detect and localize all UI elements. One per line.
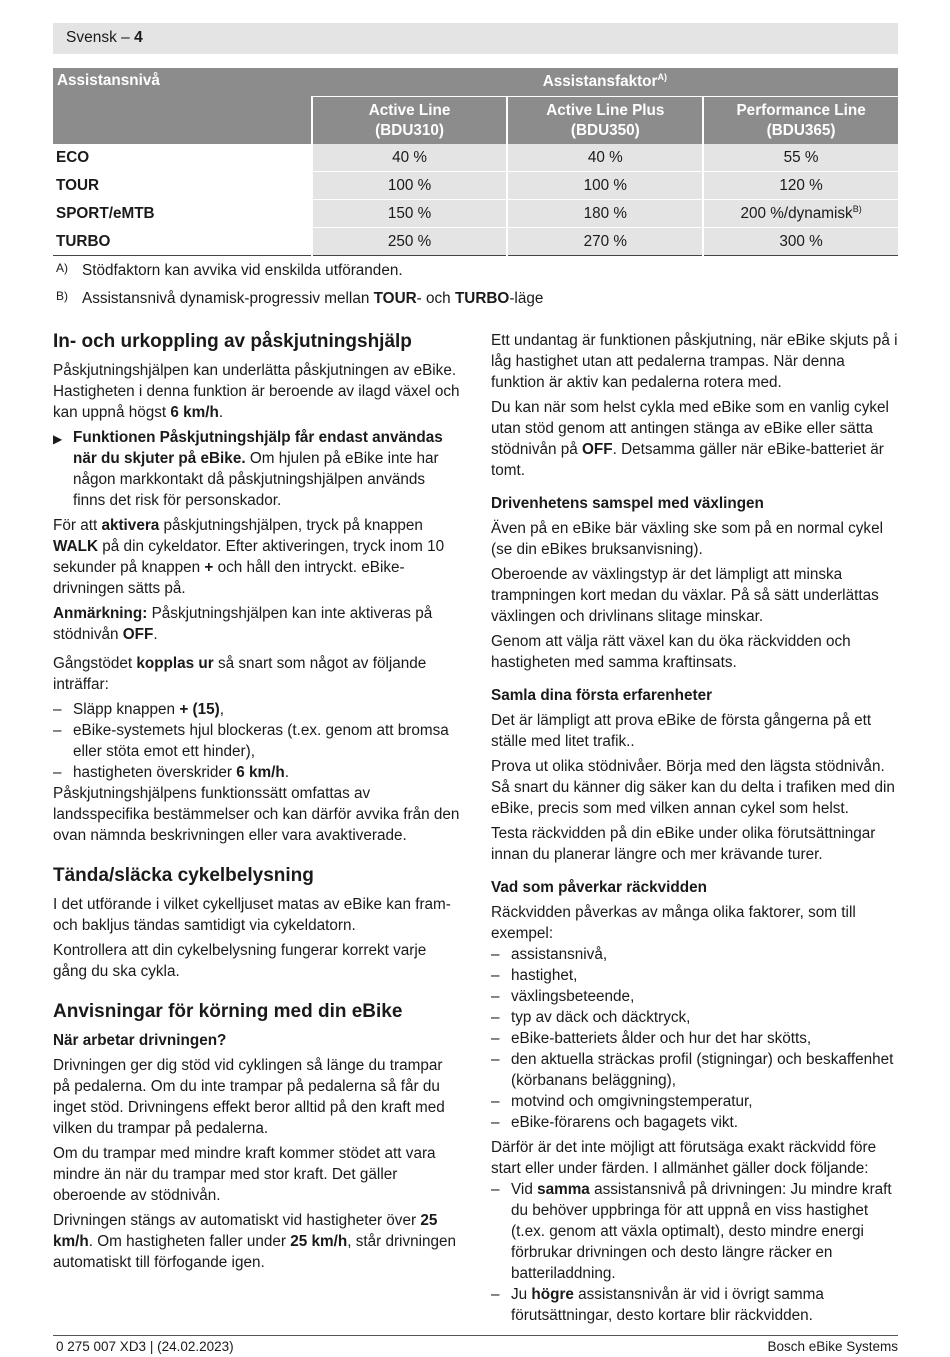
cell-footnote-sup: B) [852,203,862,214]
dash-bullet: – [491,1114,500,1131]
line-name: Active Line [368,101,451,119]
cell-value: 100 % [312,172,508,200]
row-level: ECO [53,144,312,172]
right-column [491,330,899,1326]
dash-bullet: – [491,1009,500,1026]
list-item: – hastighet, [491,967,578,984]
footnote-text: -läge [509,290,544,307]
footnote-a [56,261,403,280]
cell-text: 120 % [779,176,823,194]
paragraph: Kontrollera att din cykelbelysning fungerar korrekt varje gång du ska cykla. [53,942,427,980]
line-code: (BDU365) [766,121,836,139]
line-code: (BDU310) [375,121,444,139]
list-item: – växlingsbeteende, [491,988,635,1005]
dash-bullet: – [53,701,62,718]
paragraph: Ett undantag är funktionen påskjutning, när eBike skjuts på i låg hastighet utan att pedalerna trampas. När denna funktion är aktiv kan pedalerna rotera med. [491,332,898,391]
cell-value [703,172,898,200]
cell-value: 180 % [507,200,703,228]
list-item: – hastigheten överskrider 6 km/h. [53,764,289,781]
dash-bullet: – [53,722,62,739]
cell-text: 55 % [783,148,819,166]
paragraph: Påskjutningshjälpen kan underlätta påskjutningen av eBike. Hastigheten i denna funktion är beroende av ilagd växel och kan uppnå högst 6 km/h. [53,362,460,421]
paragraph: Drivningen ger dig stöd vid cyklingen så länge du trampar på pedalerna. Om du inte trampar på pedalerna så får du inget stöd. Drivningens effekt beror alltid på den kraft med vilken du trampar på pedalerna. [53,1057,445,1137]
line-name: Performance Line [736,101,866,119]
dash-bullet: – [491,1286,500,1303]
paragraph: I det utförande i vilket cykelljuset matas av eBike kan fram- och bakljus tändas samtidigt via cykeldatorn. [53,896,451,934]
line-code: (BDU350) [570,121,640,139]
table-row [53,144,898,172]
footnote-text: Stödfaktorn kan avvika vid enskilda utföranden. [82,262,403,279]
table-header-level: Assistansnivå [53,68,312,144]
list-item: – Ju högre assistansnivån är vid i övrigt samma förutsättningar, desto kortare blir räckvidden. [491,1286,824,1324]
footnote-turbo: TURBO [454,290,510,307]
table-header-factor [312,68,898,97]
paragraph: För att aktivera påskjutningshjälpen, tryck på knappen WALK på din cykeldator. Efter aktiveringen, tryck inom 10 sekunder på knappen + och håll den intryckt. eBike-drivningen sätts på. [53,517,445,597]
table-header-active-line-plus [507,97,703,145]
dash-bullet: – [491,988,500,1005]
dash-bullet: – [491,1051,500,1068]
paragraph: Du kan när som helst cykla med eBike som en vanlig cykel utan stöd genom att antingen stänga av eBike eller sätta stödnivån på OFF. Detsamma gäller när eBike-batteriet är tomt. [491,399,889,479]
list-item: – den aktuella sträckas profil (stigningar) och beskaffenhet (körbanans beläggning), [491,1051,894,1089]
footer-divider [53,1335,898,1336]
warning-text: Funktionen Påskjutningshjälp får endast användas när du skjuter på eBike. Om hjulen på eBike inte har någon markkontakt då påskjutningshjälpen används finns det risk för personskador. [73,429,443,509]
header-page-number: 4 [134,29,143,46]
row-level: TOUR [53,172,312,200]
footnote-tour: TOUR [373,290,417,307]
paragraph: Gångstödet kopplas ur så snart som något av följande inträffar: [53,655,427,693]
paragraph: Även på en eBike bär växling ske som på en normal cykel (se din eBikes bruksanvisning). [491,520,883,558]
line-name: Active Line Plus [546,101,665,119]
cell-value: 40 % [312,144,508,172]
cell-value: 150 % [312,200,508,228]
paragraph: Påskjutningshjälpens funktionssätt omfattas av landsspecifika bestämmelser och kan därför avvika från den ovan nämnda beskrivningen eller vara avaktiverade. [53,785,460,844]
cell-value: 100 % [507,172,703,200]
dash-bullet: – [491,946,500,963]
table-header-factor-text: Assistansfaktor [542,73,658,90]
footnote-text: Assistansnivå dynamisk-progressiv mellan [82,290,374,307]
dash-bullet: – [491,1181,500,1198]
row-level: SPORT/eMTB [53,200,312,228]
footnote-text: - och [416,290,455,307]
list-item: – eBike-batteriets ålder och hur det har skötts, [491,1030,812,1047]
paragraph: Därför är det inte möjligt att förutsäga exakt räckvidd före start eller under färden. I allmänhet gäller dock följande: [491,1139,877,1177]
table-row [53,172,898,200]
assistance-factor-table [53,68,898,256]
list-item: – eBike-systemets hjul blockeras (t.ex. genom att bromsa eller stöta emot ett hinder), [53,722,449,760]
footnote-mark: B) [56,289,68,303]
cell-value: 250 % [312,228,508,256]
heading-riding: Anvisningar för körning med din eBike [53,1001,403,1022]
paragraph: Prova ut olika stödnivåer. Börja med den lägsta stödnivån. Så snart du känner dig säker kan du delta i trafiken med din eBike, precis som med vilken annan cykel som helst. [491,758,895,817]
list-item: – assistansnivå, [491,946,608,963]
footnote-mark: A) [56,261,68,275]
left-column [53,330,461,1277]
footnote-b [56,289,543,308]
paragraph: Genom att välja rätt växel kan du öka räckvidden och hastigheten med samma kraftinsats. [491,633,851,671]
list-item: – motvind och omgivningstemperatur, [491,1093,753,1110]
page-header-text [66,29,143,47]
dash-bullet: – [53,764,62,781]
header-language: Svensk [66,29,117,46]
dash-bullet: – [491,1093,500,1110]
row-level: TURBO [53,228,312,256]
cell-value [703,228,898,256]
list-item: – eBike-förarens och bagagets vikt. [491,1114,739,1131]
footer-doc-id: 0 275 007 XD3 | (24.02.2023) [56,1339,234,1354]
list-item: – Vid samma assistansnivå på drivningen: Ju mindre kraft du behöver uppbringa för att uppnå en viss hastighet (t.ex. genom att växla optimalt), desto mindre energi förbrukar drivningen och desto längre räcker en batteriladdning. [491,1181,892,1282]
dash-bullet: – [491,1030,500,1047]
heading-push-assist: In- och urkoppling av påskjutningshjälp [53,331,412,352]
cell-value [703,200,898,228]
cell-value [703,144,898,172]
dash-bullet: – [491,967,500,984]
table-row [53,228,898,256]
table-header-active-line [312,97,508,145]
cell-text: 300 % [779,232,823,250]
paragraph: Räckvidden påverkas av många olika faktorer, som till exempel: [491,904,856,942]
warning-item [53,427,461,511]
header-separator: – [116,29,135,46]
triangle-bullet-icon: ▶ [53,432,63,446]
list-item: – typ av däck och däcktryck, [491,1009,691,1026]
list-item: – Släpp knappen + (15), [53,701,224,718]
paragraph: Oberoende av växlingstyp är det lämpligt att minska trampningen kort medan du växlar. På så sätt underlättas växlingen och drivlinans slitage minskar. [491,566,879,625]
paragraph: Anmärkning: Påskjutningshjälpen kan inte aktiveras på stödnivån OFF. [53,605,433,643]
footer-brand: Bosch eBike Systems [767,1339,898,1354]
paragraph: Drivningen stängs av automatiskt vid hastigheter över 25 km/h. Om hastigheten faller under 25 km/h, står drivningen automatiskt till förfogande igen. [53,1212,457,1271]
paragraph: Testa räckvidden på din eBike under olika förutsättningar innan du planerar längre och mer krävande turer. [491,825,876,863]
subheading-when-drive-works: När arbetar drivningen? [53,1032,227,1049]
heading-lighting: Tända/släcka cykelbelysning [53,865,314,886]
subheading-first-experience: Samla dina första erfarenheter [491,687,713,704]
page-header [53,23,898,54]
subheading-gear-interaction: Drivenhetens samspel med växlingen [491,495,764,512]
table-row [53,200,898,228]
paragraph: Om du trampar med mindre kraft kommer stödet att vara mindre än när du trampar med stor kraft. Det gäller oberoende av stödnivån. [53,1145,436,1204]
paragraph: Det är lämpligt att prova eBike de första gångerna på ett ställe med litet trafik.. [491,712,872,750]
table-header-performance-line [703,97,898,145]
table-header-factor-sup: A) [657,71,667,82]
subheading-range-factors: Vad som påverkar räckvidden [491,879,707,896]
cell-value: 40 % [507,144,703,172]
cell-text: 200 %/dynamisk [740,204,853,222]
cell-value: 270 % [507,228,703,256]
